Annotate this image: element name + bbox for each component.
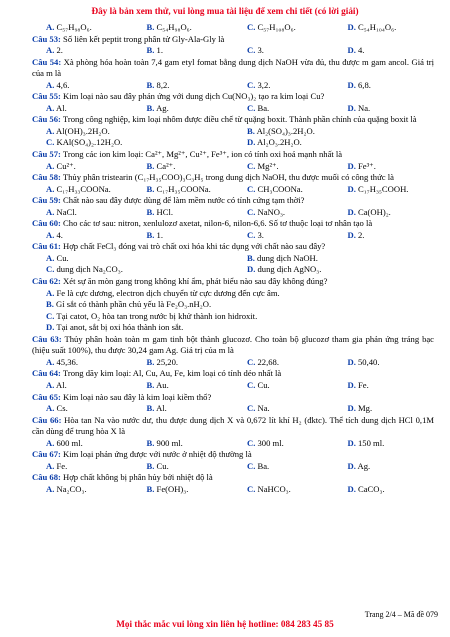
answer-option <box>32 484 133 496</box>
option-letter: A. <box>46 125 55 136</box>
option-letter: C. <box>46 137 55 148</box>
question-stem <box>32 91 434 103</box>
question-text: Hòa tan Na vào nước dư, thu được dung dịch X và 0,672 lít khí H₂ (đktc). Thể tích dung dịch HCl 0,1M cần dùng để trung hòa X là <box>32 414 435 437</box>
option-text: Al₂O₃.2H₂O. <box>255 137 302 148</box>
option-letter: C. <box>247 102 256 113</box>
answer-option <box>133 230 234 242</box>
q52-option-d <box>334 22 435 34</box>
option-letter: A. <box>46 22 55 32</box>
option-text: Fe là cực dương, electron dịch chuyển từ cực dương đến cực âm. <box>54 287 280 298</box>
option-text: C₅₄H₁₀₄O₆. <box>355 22 397 32</box>
question-text: Cho các tơ sau: nitron, xenlulozơ axetat, nilon-6, nilon-6,6. Số tơ thuộc loại tơ nhân tạo là <box>63 218 373 229</box>
question <box>32 334 434 369</box>
option-letter: D. <box>347 379 356 390</box>
option-letter: B. <box>146 483 155 494</box>
option-text: Ba. <box>255 102 270 113</box>
option-text: CH₃COONa. <box>255 183 303 194</box>
option-letter: D. <box>247 137 256 148</box>
option-text: Tại catot, O₂ hòa tan trong nước bị khử thành ion hidroxit. <box>54 310 258 321</box>
option-text: 2. <box>54 45 63 56</box>
answer-option <box>32 45 133 57</box>
answer-option <box>334 207 435 219</box>
questions-container <box>32 34 434 496</box>
options-row <box>32 253 434 265</box>
option-letter: D. <box>347 356 356 367</box>
question-text: Hợp chất không bị phân hủy bởi nhiệt độ là <box>63 472 213 483</box>
option-text: Ca²⁺. <box>154 160 176 171</box>
option-text: 600 ml. <box>54 437 83 448</box>
question <box>32 172 434 195</box>
option-text: Al. <box>54 379 67 390</box>
option-text: NaCl. <box>54 206 77 217</box>
question-text: Kim loại phản ứng được với nước ở nhiệt độ thường là <box>63 449 252 460</box>
option-letter: A. <box>46 229 55 240</box>
option-letter: A. <box>46 460 55 471</box>
answer-option <box>233 403 334 415</box>
question-number: Câu 57: <box>32 149 61 160</box>
option-text: 2. <box>355 229 365 240</box>
answer-option <box>32 264 233 276</box>
options-row <box>32 45 434 57</box>
question-stem <box>32 368 434 380</box>
option-letter: B. <box>146 206 155 217</box>
preview-banner: Đây là bản xem thử, vui lòng mua tài liệu để xem chi tiết (có lời giải) <box>91 6 359 16</box>
option-text: C₁₇H₃₅COOH. <box>355 183 409 194</box>
option-text: Al. <box>54 102 67 113</box>
options-row <box>32 403 434 415</box>
question-stem <box>32 415 434 438</box>
option-text: dung dịch NaOH. <box>254 252 318 263</box>
answer-option <box>133 184 234 196</box>
question-stem <box>32 149 434 161</box>
option-text: 4,6. <box>54 79 70 90</box>
answer-option <box>133 438 234 450</box>
option-letter: C. <box>247 483 256 494</box>
option-text: 4. <box>355 45 365 56</box>
question <box>32 241 434 276</box>
answer-option <box>233 264 434 276</box>
question-number: Câu 68: <box>32 472 61 483</box>
answer-option <box>32 311 434 323</box>
option-letter: A. <box>46 102 55 113</box>
q52-option-a <box>32 22 133 34</box>
option-letter: C. <box>247 356 256 367</box>
question-text: Kim loại nào sau đây phản ứng với dung dịch Cu(NO₃)₂ tạo ra kim loại Cu? <box>63 91 325 102</box>
option-letter: A. <box>46 287 55 298</box>
option-text: Ag. <box>154 102 169 113</box>
question-text: Trong dãy kim loại: Al, Cu, Au, Fe, kim loại có tính dẻo nhất là <box>62 368 282 379</box>
option-text: 150 ml. <box>355 437 385 448</box>
answer-option <box>32 103 133 115</box>
option-letter: C. <box>247 437 256 448</box>
option-text: Na. <box>355 102 371 113</box>
answer-option <box>334 80 435 92</box>
option-letter: C. <box>247 460 256 471</box>
option-letter: D. <box>347 460 356 471</box>
answer-option <box>233 380 334 392</box>
option-text: 3,2. <box>255 79 271 90</box>
option-letter: B. <box>146 229 155 240</box>
option-letter: C. <box>247 160 256 171</box>
option-text: Gỉ sắt có thành phần chủ yếu là Fe₂O₃.nH₂O. <box>53 299 212 310</box>
option-letter: B. <box>247 252 255 263</box>
options-row <box>32 126 434 138</box>
option-letter: D. <box>347 229 356 240</box>
option-letter: B. <box>146 45 155 56</box>
answer-option <box>233 103 334 115</box>
option-text: NaHCO₃. <box>255 483 291 494</box>
option-letter: B. <box>146 160 155 171</box>
option-letter: C. <box>46 310 55 321</box>
option-text: Na. <box>255 403 270 414</box>
question <box>32 392 434 415</box>
question-text: Số liên kết peptit trong phân tử Gly-Ala-Gly là <box>63 33 225 44</box>
option-letter: D. <box>347 403 356 414</box>
question-stem <box>32 334 434 357</box>
options-row <box>32 207 434 219</box>
option-text: Tại anot, sắt bị oxi hóa thành ion sắt. <box>54 322 184 333</box>
option-text: 1. <box>154 229 163 240</box>
answer-option <box>334 161 435 173</box>
question-list <box>32 22 434 495</box>
question-text: Chất nào sau đây được dùng để làm mềm nước có tính cứng tạm thời? <box>63 195 305 206</box>
answer-option <box>32 438 133 450</box>
option-text: 3. <box>255 45 264 56</box>
options-row <box>32 161 434 173</box>
option-letter: B. <box>146 22 155 32</box>
question-text: Thủy phân hoàn toàn m gam tinh bột thành glucozơ. Cho toàn bộ glucozơ tham gia phản ứng tráng bạc (hiệu suất 100%), thu được 30,24 gam Ag. Giá trị của m là <box>32 333 435 356</box>
answer-option <box>233 230 334 242</box>
question-stem <box>32 218 434 230</box>
answer-option <box>133 45 234 57</box>
answer-option <box>233 357 334 369</box>
option-text: Cu. <box>255 379 270 390</box>
question <box>32 415 434 450</box>
option-text: Mg. <box>355 403 373 414</box>
answer-option <box>32 461 133 473</box>
option-text: Fe. <box>54 460 68 471</box>
option-text: Fe(OH)₃. <box>154 483 189 494</box>
option-letter: D. <box>347 183 356 194</box>
option-letter: D. <box>347 102 356 113</box>
answer-option <box>133 357 234 369</box>
question <box>32 195 434 218</box>
option-letter: A. <box>46 403 55 414</box>
option-text: HCl. <box>154 206 174 217</box>
answer-option <box>334 103 435 115</box>
option-text: Al₂(SO₄)₃.2H₂O. <box>254 125 315 136</box>
answer-option <box>233 137 434 149</box>
option-letter: B. <box>146 460 155 471</box>
option-letter: D. <box>247 264 256 275</box>
option-letter: B. <box>46 299 54 310</box>
question <box>32 276 434 334</box>
answer-option <box>334 184 435 196</box>
option-letter: C. <box>247 79 256 90</box>
question <box>32 149 434 172</box>
option-text: Ca(OH)₂. <box>355 206 391 217</box>
answer-option <box>233 438 334 450</box>
answer-option <box>334 461 435 473</box>
hotline-banner: Mọi thắc mắc vui lòng xin liên hệ hotline: 084 283 45 85 <box>116 619 334 629</box>
question <box>32 114 434 149</box>
option-text: 1. <box>154 45 163 56</box>
option-text: Cu. <box>154 460 169 471</box>
option-text: 8,2. <box>154 79 170 90</box>
option-letter: B. <box>146 379 155 390</box>
option-text: C₅₄H₉₈O₆. <box>154 22 192 32</box>
option-text: Cu. <box>54 252 69 263</box>
answer-option <box>32 403 133 415</box>
option-letter: D. <box>347 437 356 448</box>
option-letter: A. <box>46 160 55 171</box>
answer-option <box>32 161 133 173</box>
option-text: C₁₇H₃₅COONa. <box>154 183 211 194</box>
question <box>32 91 434 114</box>
option-letter: A. <box>46 379 55 390</box>
option-text: Cu²⁺. <box>54 160 76 171</box>
question-number: Câu 56: <box>32 114 61 125</box>
option-letter: B. <box>247 125 255 136</box>
q52-options <box>32 22 434 34</box>
question <box>32 34 434 57</box>
question-text: Thủy phân tristearin (C₁₇H₃₅COO)₃C₃H₅ trong dung dịch NaOH, thu được muối có công thức là <box>62 172 394 183</box>
answer-option <box>233 45 334 57</box>
option-letter: A. <box>46 356 55 367</box>
question-stem <box>32 241 434 253</box>
answer-option <box>334 380 435 392</box>
question-number: Câu 66: <box>32 414 62 425</box>
option-text: 45,36. <box>54 356 78 367</box>
option-text: Cs. <box>54 403 68 414</box>
question-number: Câu 62: <box>32 276 61 287</box>
answer-option <box>32 288 434 300</box>
question-number: Câu 65: <box>32 391 61 402</box>
option-text: KAl(SO₄)₂.12H₂O. <box>54 137 123 148</box>
option-text: NaNO₃. <box>255 206 286 217</box>
option-letter: B. <box>146 356 155 367</box>
answer-option <box>233 207 334 219</box>
option-text: dung dịch AgNO₃. <box>255 264 322 275</box>
question <box>32 368 434 391</box>
option-text: 25,20. <box>154 356 179 367</box>
option-letter: C. <box>247 22 256 32</box>
option-letter: C. <box>247 183 256 194</box>
question-stem <box>32 34 434 46</box>
question-text: Kim loại nào sau đây là kim loại kiềm thổ? <box>63 391 212 402</box>
question-number: Câu 58: <box>32 172 61 183</box>
options-row <box>32 380 434 392</box>
option-letter: B. <box>146 183 155 194</box>
options-row <box>32 137 434 149</box>
option-letter: C. <box>247 229 256 240</box>
question-text: Xà phòng hóa hoàn toàn 7,4 gam etyl fomat bằng dung dịch NaOH vừa đủ, thu được m gam ancol. Giá trị của m là <box>32 56 434 79</box>
question-stem <box>32 392 434 404</box>
option-text: Al(OH)₃.2H₂O. <box>54 125 110 136</box>
question-stem <box>32 276 434 288</box>
answer-option <box>32 322 434 334</box>
question <box>32 218 434 241</box>
options-row <box>32 264 434 276</box>
answer-option <box>334 230 435 242</box>
answer-option <box>233 253 434 265</box>
option-letter: C. <box>247 45 256 56</box>
answer-option <box>32 253 233 265</box>
question-stem <box>32 172 434 184</box>
answer-option <box>32 184 133 196</box>
question <box>32 472 434 495</box>
page-number: Trang 2/4 – Mã đề 079 <box>364 610 438 619</box>
option-text: Fe³⁺. <box>355 160 376 171</box>
answer-option <box>32 299 434 311</box>
question-stem <box>32 472 434 484</box>
option-letter: B. <box>146 437 155 448</box>
option-letter: A. <box>46 79 55 90</box>
option-text: dung dịch Na₂CO₃. <box>54 264 123 275</box>
options-row <box>32 438 434 450</box>
option-letter: C. <box>247 206 256 217</box>
q52-option-b <box>133 22 234 34</box>
question-stem <box>32 57 434 80</box>
answer-option <box>334 403 435 415</box>
option-text: C₅₇H₉₈O₆. <box>54 22 92 32</box>
option-letter: B. <box>146 79 155 90</box>
option-letter: D. <box>347 45 356 56</box>
answer-option <box>133 207 234 219</box>
answer-option <box>233 484 334 496</box>
option-text: 6,8. <box>355 79 371 90</box>
question-number: Câu 53: <box>32 33 61 44</box>
options-row <box>32 357 434 369</box>
option-letter: D. <box>347 22 356 32</box>
option-letter: B. <box>146 102 155 113</box>
option-letter: A. <box>46 437 55 448</box>
answer-option <box>233 126 434 138</box>
answer-option <box>133 380 234 392</box>
option-letter: D. <box>347 206 356 217</box>
answer-option <box>32 230 133 242</box>
option-text: Mg²⁺. <box>255 160 279 171</box>
options-row <box>32 80 434 92</box>
answer-option <box>334 357 435 369</box>
answer-option <box>133 161 234 173</box>
option-text: 900 ml. <box>154 437 183 448</box>
answer-option <box>32 137 233 149</box>
option-letter: C. <box>247 379 256 390</box>
answer-option <box>233 80 334 92</box>
option-letter: C. <box>46 264 55 275</box>
answer-option <box>334 45 435 57</box>
option-letter: D. <box>347 79 356 90</box>
answer-option <box>133 103 234 115</box>
options-row <box>32 230 434 242</box>
option-text: Au. <box>154 379 169 390</box>
answer-option <box>233 461 334 473</box>
option-text: 4. <box>54 229 63 240</box>
question-number: Câu 55: <box>32 91 61 102</box>
option-text: CaCO₃. <box>355 483 385 494</box>
question <box>32 449 434 472</box>
answer-option <box>334 438 435 450</box>
question-number: Câu 64: <box>32 368 61 379</box>
question <box>32 57 434 92</box>
answer-option <box>32 357 133 369</box>
options-row <box>32 184 434 196</box>
option-letter: A. <box>46 206 55 217</box>
question-stem <box>32 195 434 207</box>
answer-option <box>233 161 334 173</box>
option-letter: B. <box>146 403 155 414</box>
option-text: 50,40. <box>355 356 380 367</box>
answer-option <box>133 403 234 415</box>
option-letter: A. <box>46 252 55 263</box>
question-number: Câu 59: <box>32 195 61 206</box>
question-text: Xét sự ăn mòn gang trong không khí ẩm, phát biểu nào sau đây không đúng? <box>63 276 328 287</box>
question-text: Trong các ion kim loại: Ca²⁺, Mg²⁺, Cu²⁺, Fe³⁺, ion có tính oxi hoá mạnh nhất là <box>62 149 343 160</box>
question-number: Câu 63: <box>32 333 62 344</box>
question-number: Câu 60: <box>32 218 61 229</box>
answer-option <box>32 126 233 138</box>
answer-option <box>133 484 234 496</box>
options-row <box>32 103 434 115</box>
options-row <box>32 484 434 496</box>
option-letter: D. <box>347 483 356 494</box>
answer-option <box>334 484 435 496</box>
answer-option <box>32 207 133 219</box>
question-number: Câu 54: <box>32 56 62 67</box>
question-text: Trong công nghiệp, kim loại nhôm được điều chế từ quặng boxit. Thành phần chính của quặng boxit là <box>62 114 417 125</box>
answer-option <box>32 380 133 392</box>
option-text: Fe. <box>355 379 369 390</box>
option-letter: A. <box>46 45 55 56</box>
option-text: 3. <box>255 229 264 240</box>
option-text: C₅₇H₁₀₈O₆. <box>255 22 296 32</box>
option-text: 22,68. <box>255 356 279 367</box>
answer-option <box>133 461 234 473</box>
answer-option <box>133 80 234 92</box>
question-text: Hợp chất FeCl₃ đóng vai trò chất oxi hóa khi tác dụng với chất nào sau đây? <box>63 241 326 252</box>
option-text: Al. <box>154 403 167 414</box>
option-letter: A. <box>46 183 55 194</box>
question-stem <box>32 114 434 126</box>
option-letter: D. <box>46 322 55 333</box>
answer-option <box>233 184 334 196</box>
option-text: Ba. <box>255 460 270 471</box>
question-number: Câu 67: <box>32 449 61 460</box>
options-row <box>32 461 434 473</box>
question-stem <box>32 449 434 461</box>
option-letter: C. <box>247 403 256 414</box>
option-text: Na₂CO₃. <box>54 483 87 494</box>
q52-option-c <box>233 22 334 34</box>
option-text: C₁₇H₃₃COONa. <box>54 183 111 194</box>
answer-option <box>32 80 133 92</box>
option-text: Ag. <box>355 460 371 471</box>
question-number: Câu 61: <box>32 241 61 252</box>
option-letter: A. <box>46 483 55 494</box>
option-letter: D. <box>347 160 356 171</box>
option-text: 300 ml. <box>255 437 284 448</box>
